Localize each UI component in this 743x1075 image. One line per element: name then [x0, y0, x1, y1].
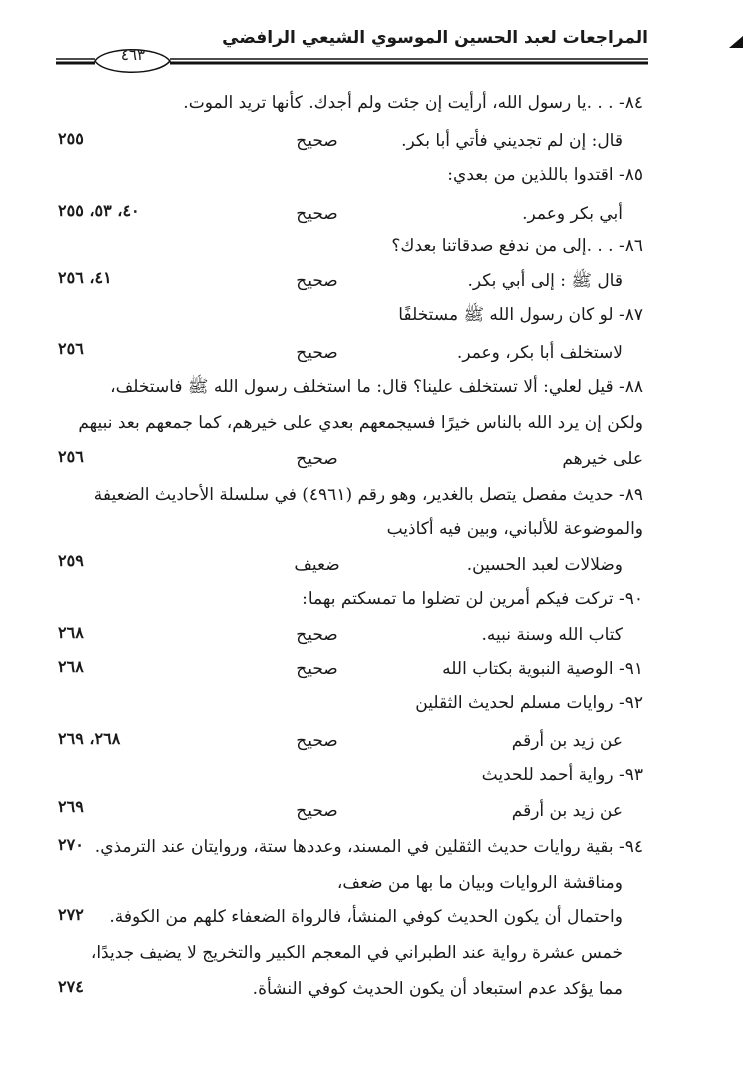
entry-89-grade: ضعيف [294, 555, 340, 575]
entry-89-line-1: ٨٩- حديث مفصل يتصل بالغدير، وهو رقم (٤٩٦١) في سلسلة الأحاديث الضعيفة [93, 485, 643, 505]
entry-92-text: عن زيد بن أرقم [511, 731, 623, 751]
entry-87-page: ٢٥٦ [58, 339, 84, 358]
entry-84-page: ٢٥٥ [58, 129, 84, 148]
entry-91-grade: صحيح [296, 659, 338, 679]
entry-94-line-3: واحتمال أن يكون الحديث كوفي المنشأ، فالرواة الضعفاء كلهم من الكوفة. [109, 907, 623, 927]
entry-91-text: ٩١- الوصية النبوية بكتاب الله [442, 659, 643, 679]
entry-91-page: ٢٦٨ [58, 657, 84, 676]
entry-88-grade: صحيح [296, 449, 338, 469]
entry-94-page-3: ٢٧٤ [58, 977, 84, 996]
entry-86-page: ٤١، ٢٥٦ [58, 268, 112, 287]
entry-90-line: ٩٠- تركت فيكم أمرين لن تضلوا ما تمسكتم بهما: [302, 589, 643, 609]
entry-92-page: ٢٦٨، ٢٦٩ [58, 729, 121, 748]
entry-86-text: قال ﷺ : إلى أبي بكر. [467, 271, 623, 291]
entry-88-line-2: ولكن إن يرد الله بالناس خيرًا فسيجمعهم بعدي على خيرهم، كما جمعهم بعد نبيهم [78, 413, 643, 433]
entry-93-text: عن زيد بن أرقم [511, 801, 623, 821]
entry-90-page: ٢٦٨ [58, 623, 84, 642]
entry-94-line-1: ٩٤- بقية روايات حديث الثقلين في المسند، وعددها ستة، وروايتان عند الترمذي. [94, 837, 643, 857]
entry-89-page: ٢٥٩ [58, 551, 84, 570]
entry-88-page: ٢٥٦ [58, 447, 84, 466]
entry-93-page: ٢٦٩ [58, 797, 84, 816]
entry-85-text: أبي بكر وعمر. [522, 204, 623, 224]
entry-93-line: ٩٣- رواية أحمد للحديث [481, 765, 643, 785]
entry-92-grade: صحيح [296, 731, 338, 751]
entry-86-line: ٨٦- . . .إلى من ندفع صدقاتنا بعدك؟ [391, 236, 643, 256]
entry-87-grade: صحيح [296, 343, 338, 363]
entry-94-line-4: خمس عشرة رواية عند الطبراني في المعجم الكبير والتخريج لا يضيف جديدًا، [90, 943, 623, 963]
entry-94-page-1: ٢٧٠ [58, 835, 84, 854]
entry-90-grade: صحيح [296, 625, 338, 645]
entry-85-page: ٤٠، ٥٣، ٢٥٥ [58, 201, 140, 220]
entry-84-text: قال: إن لم تجديني فأتي أبا بكر. [401, 131, 623, 151]
entry-88-line-1: ٨٨- قيل لعلي: ألا تستخلف علينا؟ قال: ما استخلف رسول الله ﷺ فاستخلف، [110, 377, 643, 397]
entry-93-grade: صحيح [296, 801, 338, 821]
entry-85-line: ٨٥- اقتدوا باللذين من بعدي: [447, 165, 643, 185]
entry-86-grade: صحيح [296, 271, 338, 291]
entry-84-grade: صحيح [296, 131, 338, 151]
entry-89-text: وضلالات لعبد الحسين. [466, 555, 623, 575]
entry-94-line-2: ومناقشة الروايات وبيان ما بها من ضعف، [336, 873, 623, 893]
running-header-title: المراجعات لعبد الحسين الموسوي الشيعي الرافضي [222, 28, 648, 48]
entry-87-line: ٨٧- لو كان رسول الله ﷺ مستخلفًا [398, 305, 643, 325]
page-number: ٤٦٣ [120, 46, 146, 64]
entry-94-line-5: مما يؤكد عدم استبعاد أن يكون الحديث كوفي النشأة. [252, 979, 623, 999]
entry-88-text: على خيرهم [562, 449, 643, 469]
entry-84-line: ٨٤- . . .يا رسول الله، أرأيت إن جئت ولم أجدك. كأنها تريد الموت. [183, 93, 643, 113]
entry-92-line: ٩٢- روايات مسلم لحديث الثقلين [415, 693, 643, 713]
entry-90-text: كتاب الله وسنة نبيه. [481, 625, 623, 645]
entry-89-line-2: والموضوعة للألباني، وبين فيه أكاذيب [386, 519, 643, 539]
entry-87-text: لاستخلف أبا بكر، وعمر. [456, 343, 623, 363]
entry-85-grade: صحيح [296, 204, 338, 224]
entry-94-page-2: ٢٧٢ [58, 905, 84, 924]
